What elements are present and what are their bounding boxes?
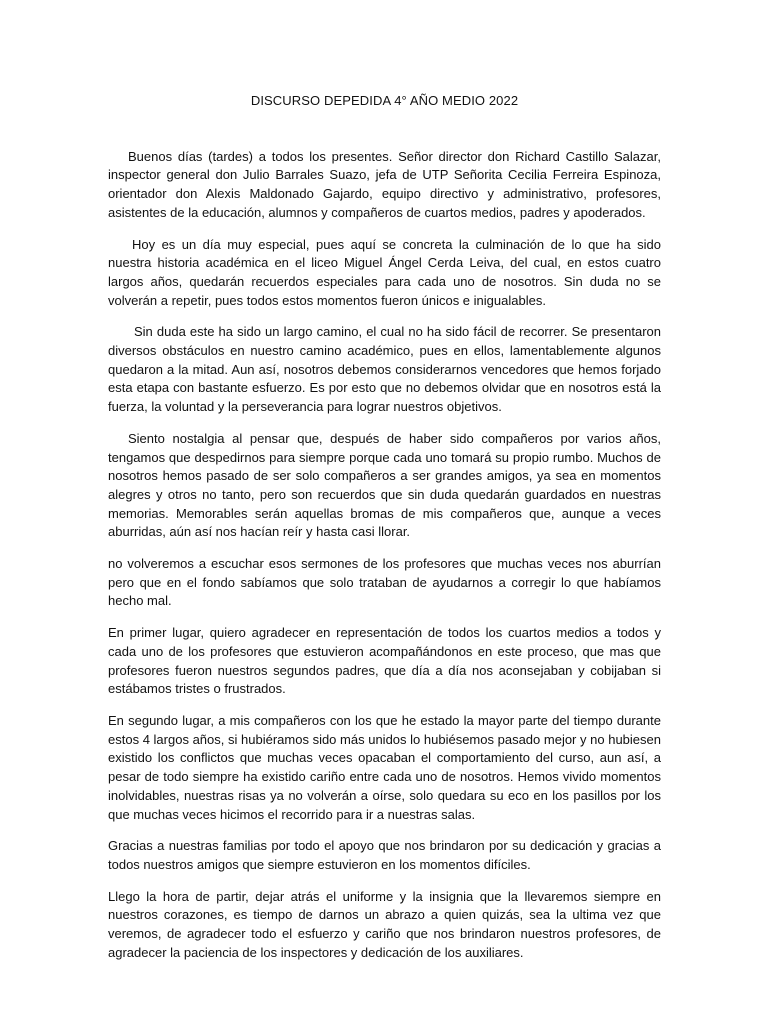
paragraph-nostalgia: Siento nostalgia al pensar que, después de haber sido compañeros por varios años, tengamos que despedirnos para siempre porque cada uno tomará su propio rumbo. Muchos de nosotros hemos pasado de ser solo compañeros a ser grandes amigos, ya sea en momentos alegres y otros no tanto, pero son recuerdos que sin duda quedarán guardados en nuestras memorias. Memorables serán aquellas bromas de mis compañeros que, aunque a veces aburridas, aún así nos hacían reír y hasta casi llorar.: [108, 430, 661, 540]
document-page: [108, 92, 661, 975]
paragraph-long-road: Sin duda este ha sido un largo camino, el cual no ha sido fácil de recorrer. Se presentaron diversos obstáculos en nuestro camino académico, pues en ellos, lamentablemente algunos quedaron a la mitad. Aun así, nosotros debemos considerarnos vencedores que hemos forjado esta etapa con bastante esfuerzo. Es por esto que no debemos olvidar que en nosotros está la fuerza, la voluntad y la perseverancia para lograr nuestros objetivos.: [108, 324, 661, 415]
paragraph-special-day: Hoy es un día muy especial, pues aquí se concreta la culminación de lo que ha sido nuestra historia académica en el liceo Miguel Ángel Cerda Leiva, del cual, en estos cuatro largos años, quedarán recuerdos especiales para cada uno de nosotros. Sin duda no se volverán a repetir, pues todos estos momentos fueron únicos e inigualables.: [108, 236, 661, 308]
paragraph-thanks-families: Gracias a nuestras familias por todo el apoyo que nos brindaron por su dedicación y gracias a todos nuestros amigos que siempre estuvieron en los momentos difíciles.: [108, 838, 661, 872]
document-title: DISCURSO DEPEDIDA 4° AÑO MEDIO 2022: [250, 93, 519, 108]
paragraph-farewell: Llego la hora de partir, dejar atrás el uniforme y la insignia que la llevaremos siempre en nuestros corazones, es tiempo de darnos un abrazo a quien quizás, sea la ultima vez que veremos, de agradecer todo el esfuerzo y cariño que nos brindaron nuestros profesores, de agradecer la paciencia de los inspectores y dedicación de los auxiliares.: [108, 888, 661, 960]
paragraph-thanks-classmates: En segundo lugar, a mis compañeros con los que he estado la mayor parte del tiempo durante estos 4 largos años, si hubiéramos sido más unidos lo hubiésemos pasado mejor y no hubiesen existido los conflictos que muchas veces opacaban el comportamiento del curso, aun así, a pesar de todo siempre ha existido cariño entre cada uno de nosotros. Hemos vivido momentos inolvidables, nuestras risas ya no volverán a oírse, solo quedara su eco en los pasillos por los que muchas veces hicimos el recorrido para ir a nuestras salas.: [108, 712, 661, 822]
paragraph-greeting: Buenos días (tardes) a todos los presentes. Señor director don Richard Castillo Salazar, inspector general don Julio Barrales Suazo, jefa de UTP Señorita Cecilia Ferreira Espinoza, orientador don Alexis Maldonado Gajardo, equipo directivo y administrativo, profesores, asistentes de la educación, alumnos y compañeros de cuartos medios, padres y apoderados.: [108, 148, 661, 220]
paragraph-thanks-teachers: En primer lugar, quiero agradecer en representación de todos los cuartos medios a todos y cada uno de los profesores que estuvieron acompañándonos en este proceso, que mas que profesores fueron nuestros segundos padres, que día a día nos aconsejaban y cobijaban si estábamos tristes o frustrados.: [108, 625, 661, 697]
paragraph-sermons: no volveremos a escuchar esos sermones de los profesores que muchas veces nos aburrían pero que en el fondo sabíamos que solo trataban de ayudarnos a corregir lo que habíamos hecho mal.: [108, 556, 661, 609]
